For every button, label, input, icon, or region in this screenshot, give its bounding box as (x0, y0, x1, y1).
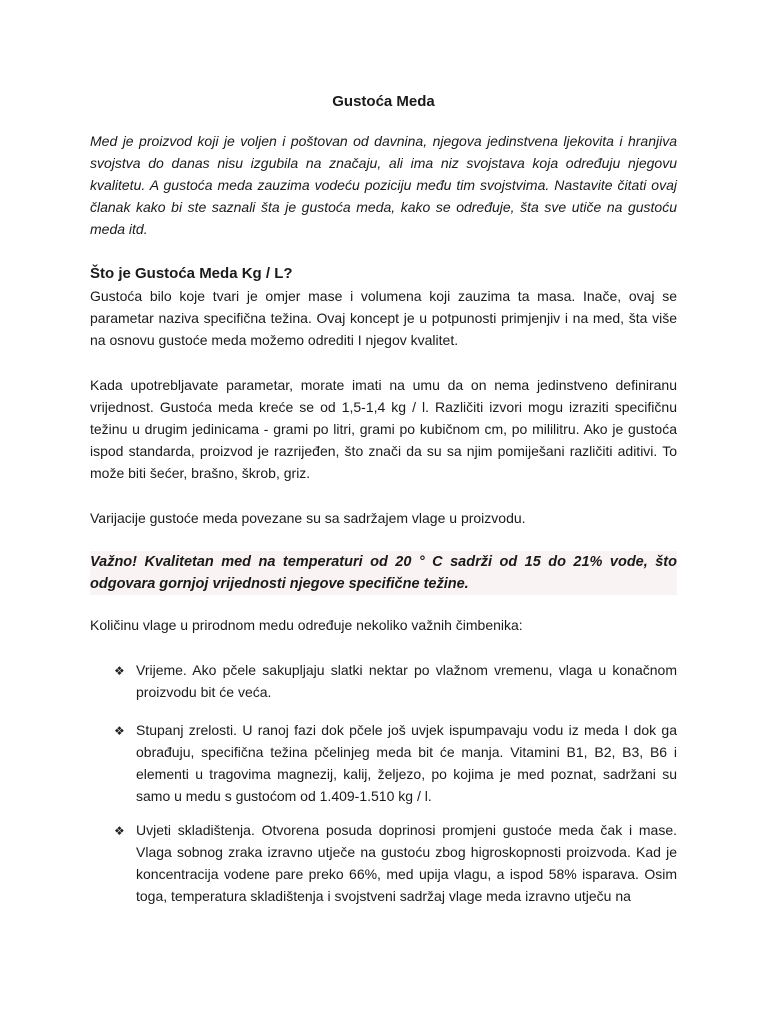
section-heading: Što je Gustoća Meda Kg / L? (90, 265, 293, 282)
factors-intro-paragraph: Količinu vlage u prirodnom medu određuje nekoliko važnih čimbenika: (90, 617, 523, 633)
intro-paragraph: Med je proizvod koji je voljen i poštovan od davnina, njegova jedinstvena ljekovita i hranjiva svojstva do danas nisu izgubila na značaju, ali ima niz svojstava koja određuju njegovu kvalitetu. A gustoća meda zauzima vodeću poziciju među tim svojstvima. Nastavite čitati ovaj članak kako bi ste saznali šta je gustoća meda, kako se određuje, šta sve utiče na gustoću meda itd. (90, 133, 677, 237)
moisture-variation-paragraph: Varijacije gustoće meda povezane su sa sadržajem vlage u proizvodu. (90, 510, 526, 526)
list-item-text: Vrijeme. Ako pčele sakupljaju slatki nektar po vlažnom vremenu, vlaga u konačnom proizvodu bit će veća. (136, 662, 677, 700)
diamond-bullet-icon: ❖ (114, 724, 125, 738)
document-title: Gustoća Meda (332, 93, 435, 110)
list-item-text: Stupanj zrelosti. U ranoj fazi dok pčele još uvjek ispumpavaju vodu iz meda I dok ga obrađuju, specifična težina pčelinjeg meda bit će manja. Vitamini B1, B2, B3, B6 i elementi u tragovima magnezij, kalij, željezo, po kojima je med poznat, sadržani su samo u medu s gustoćom od 1.409-1.510 kg / l. (136, 722, 677, 804)
list-item-text: Uvjeti skladištenja. Otvorena posuda doprinosi promjeni gustoće meda čak i mase. Vlaga sobnog zraka izravno utječe na gustoću zbog higroskopnosti proizvoda. Kad je koncentracija vodene pare preko 66%, med upija vlagu, a ispod 58% isparava. Osim toga, temperatura skladištenja i svojstveni sadržaj vlage meda izravno utječu na (136, 822, 677, 904)
density-range-paragraph: Kada upotrebljavate parametar, morate imati na umu da on nema jedinstveno definiranu vrijednost. Gustoća meda kreće se od 1,5-1,4 kg / l. Različiti izvori mogu izraziti specifičnu težinu u drugim jedinicama - grami po litri, grami po kubičnom cm, po mililitru. Ako je gustoća ispod standarda, proizvod je razrijeđen, što znači da su sa njim pomiješani različiti aditivi. To može biti šećer, brašno, škrob, griz. (90, 377, 677, 481)
diamond-bullet-icon: ❖ (114, 664, 125, 678)
definition-paragraph: Gustoća bilo koje tvari je omjer mase i volumena koji zauzima ta masa. Inače, ovaj se parametar naziva specifična težina. Ovaj koncept je u potpunosti primjenjiv i na med, šta više na osnovu gustoće meda možemo odrediti I njegov kvalitet. (90, 288, 677, 348)
diamond-bullet-icon: ❖ (114, 824, 125, 838)
important-note: Važno! Kvalitetan med na temperaturi od 20 ° C sadrži od 15 do 21% vode, što odgovara gornjoj vrijednosti njegove specifične težine. (90, 551, 677, 595)
